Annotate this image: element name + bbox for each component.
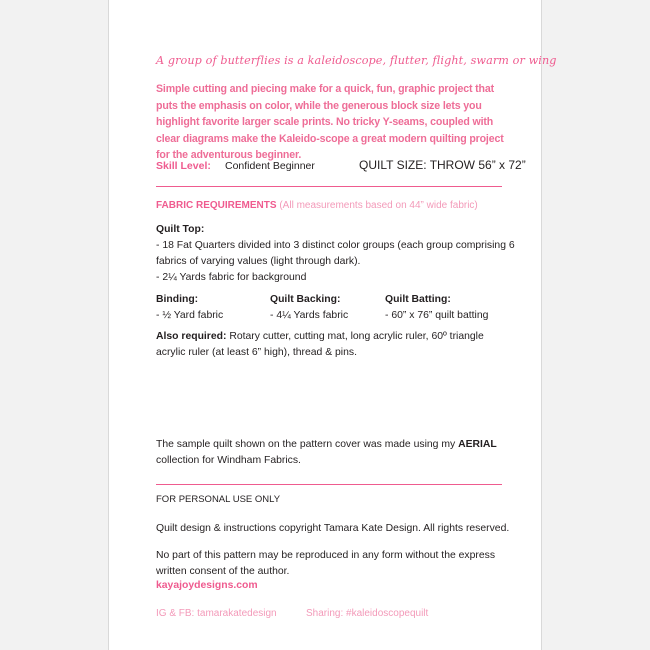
backing-title: Quilt Backing: [270,294,341,305]
also-required [156,329,516,361]
skill-level-value: Confident Beginner [225,160,315,172]
fabric-requirements-heading [156,200,478,211]
quilt-top-title: Quilt Top: [156,224,205,235]
reproduction-notice: No part of this pattern may be reproduced in any form without the express written consent of the author. [156,550,496,577]
collection-name: AERIAL [458,439,497,450]
sharing-hashtag: Sharing: #kaleidoscopequilt [306,608,429,619]
batting-value: - 60” x 76” quilt batting [385,310,489,321]
personal-use-notice: FOR PERSONAL USE ONLY [156,494,281,505]
quilt-size: QUILT SIZE: THROW 56” x 72” [359,158,526,172]
social-handle: IG & FB: tamarakatedesign [156,608,277,619]
skill-level-label: Skill Level: [156,160,211,172]
also-required-label: Also required: [156,331,227,342]
quilt-top-fat-quarters: - 18 Fat Quarters divided into 3 distinct color groups (each group comprising 6 fabrics of varying values (light through dark). [156,240,515,267]
copyright-notice: Quilt design & instructions copyright Tamara Kate Design. All rights reserved. [156,523,510,534]
quilt-top-background: - 2¼ Yards fabric for background [156,272,307,283]
pattern-page [108,0,557,650]
divider-bottom [156,484,502,485]
also-required-text: Rotary cutter, cutting mat, long acrylic ruler, 60º triangle acrylic ruler (at least 6” high), thread & pins. [156,331,484,358]
backing-value: - 4¼ Yards fabric [270,310,349,321]
batting-title: Quilt Batting: [385,294,451,305]
fabric-requirements-note: (All measurements based on 44” wide fabric) [279,200,478,211]
binding-title: Binding: [156,294,199,305]
website-link[interactable]: kayajoydesigns.com [156,580,258,591]
sample-note-after: collection for Windham Fabrics. [156,455,301,466]
divider-top [156,186,502,187]
sample-note-before: The sample quilt shown on the pattern cover was made using my [156,439,459,450]
intro-paragraph: Simple cutting and piecing make for a quick, fun, graphic project that puts the emphasis on color, while the generous block size lets you highlight favorite larger scale prints. No tricky Y-seams, coupled with clear diagrams make the Kaleido-scope a great modern quilting project for the adventurous beginner. [156,83,504,161]
binding-value: - ½ Yard fabric [156,310,224,321]
fabric-requirements-title: FABRIC REQUIREMENTS [156,200,277,211]
sample-note [156,437,516,469]
tagline: A group of butterflies is a kaleidoscope, flutter, flight, swarm or wing [156,54,557,67]
